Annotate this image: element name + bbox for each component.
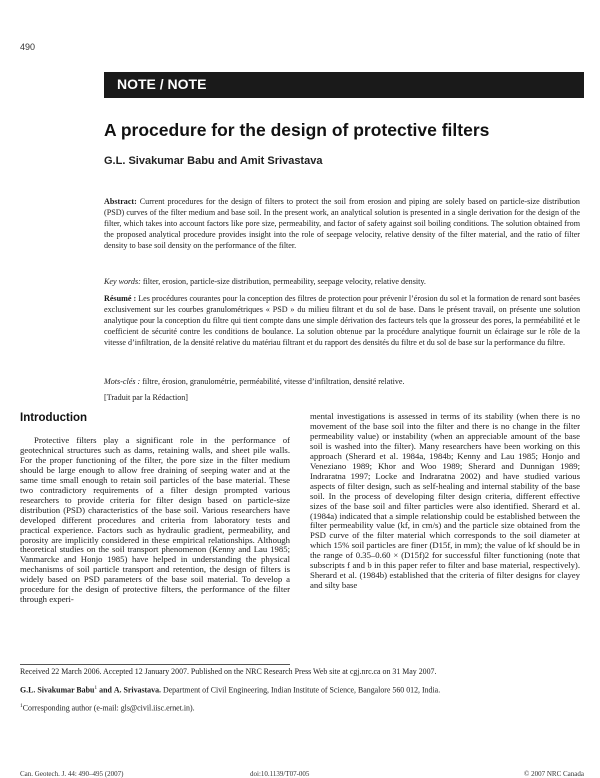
abstract [104,196,580,274]
received-note: Received 22 March 2006. Accepted 12 January 2007. Published on the NRC Research Press Web site at cgj.nrc.ca on 31 May 2007. [20,667,437,676]
introduction-heading: Introduction [20,412,88,424]
note-banner-label: NOTE / NOTE [117,76,207,92]
author-1-name: G.L. Sivakumar Babu [20,685,95,695]
resume [104,293,580,371]
keywords-label: Key words: [104,277,141,286]
footnote-divider [20,664,290,665]
author-2-name: A. Srivastava. [113,685,161,695]
introduction-right-column: mental investigations is assessed in terms of its stability (when there is no movement of the base soil into the filter and there is no change in the filter permeability value) or instability (when an appreciable amount of the base soil is washed into the filter). Many researchers have been working on this approach (Sherard et al. 1984a, 1984b; Kenny and Lau 1985; Honjo and Veneziano 1989; Khor and Woo 1989; Sherard and Dunnigan 1989; Indraratna 1997; Locke and Indraratna 2002) and have studied various aspects of filter design, such as self-healing and internal stability of the base soil. In the process of developing filter design criteria, different effective sizes of the base soil and filter particles were also identified. Sherard et al. (1984a) indicated that a simple relationship could be established between the filter permeability value (kf, in cm/s) and the particle size obtained from the PSD curve of the filter material which corresponds to the soil diameter at which 15% soil particles are finer (D15f, in mm); the value of kf should be in the range of 0.35–0.60 × (D15f)2 for successful filter functioning (note that subscripts f and b in this paper refer to filter and base material, respectively). Sherard et al. (1984b) established that the criteria of filter designs for clayey and silty base [310,412,580,591]
keywords-text: filter, erosion, particle-size distribution, permeability, seepage velocity, relative density. [142,277,426,286]
keywords [104,276,580,288]
resume-label: Résumé : [104,294,137,303]
footnotes [20,667,584,719]
mots-cles-label: Mots-clés : [104,377,141,386]
introduction-left-column: Protective filters play a significant role in the performance of geotechnical structures such as dams, retaining walls, and sheet pile walls. For the proper functioning of the filter, the pore size in the filter medium should be large enough to allow free draining of seeping water and at the same time small enough to retain soil particles of the base material. These two contradictory requirements of a filter design prompted various researchers to provide criteria for filter design based on particle-size distribution (PSD) characteristics of the base soil. Various researchers have developed different procedures and criteria from laboratory tests and practical experience. Factors such as hydraulic gradient, permeability, and porosity are implicitly considered in these empirical relationships. Although theoretical studies on the soil transport phenomenon (Kenny and Lau 1985; Vanmarcke and Honjo 1985) have helped in understanding the physical mechanisms of soil particle transport and retention, the design of filters is widely based on PSD parameters of the base soil material. To develop a procedure for the design of protective filters, the performance of the filter through experi- [20,436,290,605]
resume-text: Les procédures courantes pour la conception des filtres de protection pour prévenir l’érosion du sol et la formation de renard sont basées exclusivement sur les courbes granulométriques « PSD » du milieu filtrant et du sol de base. Dans le présent travail, on présente une solution analytique pour la conception du filtre qui tient compte dans une simple dérivation des facteurs tels que la grosseur des pores, la perméabilité et le coefficient de sécurité contre les conditions de boulance. La solution obtenue par la procédure analytique fournit un éclairage sur le rôle de la vitesse d’infiltration, de la densité relative du matériau filtrant et du rapport des densités du filtre et du sol de base sur la performance du filtre. [104,294,580,348]
author-connector: and [99,685,112,695]
mots-cles [104,376,580,388]
traduit-note: [Traduit par la Rédaction] [104,393,188,402]
affiliation-text: Department of Civil Engineering, Indian Institute of Science, Bangalore 560 012, India. [162,685,441,695]
page-number: 490 [20,42,36,52]
article-authors: G.L. Sivakumar Babu and Amit Srivastava [104,155,323,167]
footer-copyright: © 2007 NRC Canada [524,770,584,778]
article-title: A procedure for the design of protective filters [104,120,490,140]
author-1-footnote-mark: 1 [94,684,98,691]
note-banner [104,72,584,98]
author-affiliation [20,683,584,696]
abstract-text: Current procedures for the design of filters to protect the soil from erosion and piping are solely based on particle-size distribution (PSD) curves of the filter medium and base soil. In the present work, an analytical solution is presented in a single derivation for the design of the filter, which takes into account factors like pore size, permeability, and factor of safety against soil boiling conditions. The solution obtained from the proposed analytical procedure provides insight into the role of seepage velocity, relative density of the filter material, and the ratio of filter density to base soil density on the performance of the filter. [104,197,580,251]
abstract-label: Abstract: [104,197,137,206]
footer-doi: doi:10.1139/T07-005 [250,770,310,778]
corresponding-text: Corresponding author (e-mail: gls@civil.iisc.ernet.in). [22,703,195,713]
mots-cles-text: filtre, érosion, granulométrie, perméabilité, vitesse d’infiltration, densité relative. [142,377,405,386]
footer-journal: Can. Geotech. J. 44: 490–495 (2007) [20,770,124,778]
corresponding-mark: 1 [20,702,23,709]
corresponding-author [20,701,584,714]
